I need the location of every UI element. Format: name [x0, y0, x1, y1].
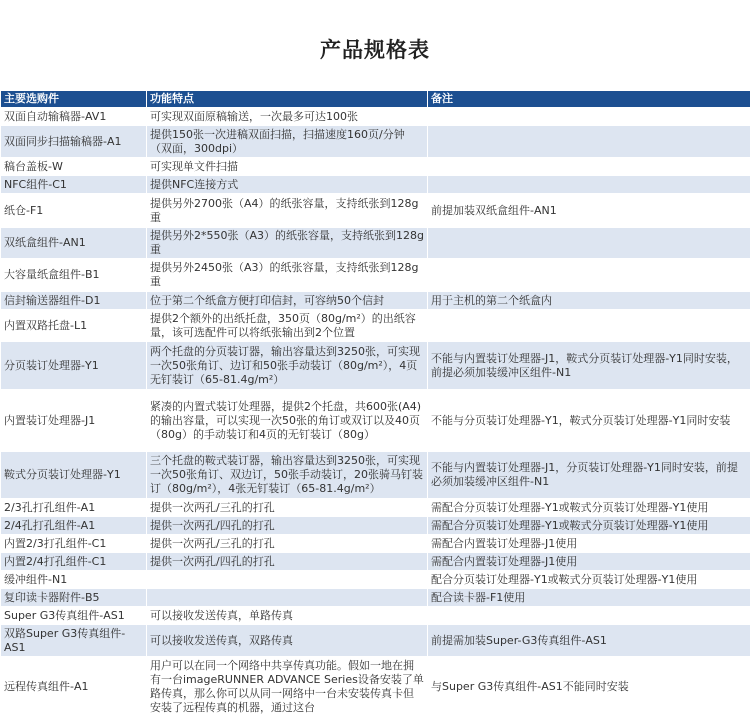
option-feature: 两个托盘的分页装订器，输出容量达到3250张，可实现一次50张角订、边订和50张手动装订（80g/m²），4页无钉装订（65-81.4g/m²） — [147, 342, 428, 390]
option-name: 稿台盖板-W — [1, 158, 147, 176]
option-feature: 可以接收发送传真，单路传真 — [147, 607, 428, 625]
option-name: 内置装订处理器-J1 — [1, 390, 147, 452]
header-features: 功能特点 — [147, 91, 428, 108]
option-feature: 提供一次两孔/三孔的打孔 — [147, 499, 428, 517]
option-note: 不能与内置装订处理器-J1，分页装订处理器-Y1同时安装，前提必须加装缓冲区组件-N1 — [428, 452, 750, 499]
table-row — [1, 342, 750, 390]
page-title: 产品规格表 — [320, 38, 430, 62]
table-row — [1, 126, 750, 158]
option-name: 复印读卡器附件-B5 — [1, 589, 147, 607]
option-feature: 可以接收发送传真，双路传真 — [147, 625, 428, 657]
option-feature: 三个托盘的鞍式装订器，输出容量达到3250张，可实现一次50张角订、双边订，50张手动装订，20张骑马钉装订（80g/m²），4张无钉装订（65-81.4g/m²） — [147, 452, 428, 499]
table-row — [1, 517, 750, 535]
option-feature: 可实现双面原稿输送，一次最多可达100张 — [147, 108, 428, 126]
option-feature: 用户可以在同一个网络中共享传真功能。假如一地在拥有一台imageRUNNER ADVANCE Series设备安装了单路传真，那么你可以从同一网络中一台未安装传真卡但安装了远程传真的机器，通过这台 — [147, 657, 428, 717]
option-name: 内置2/4打孔组件-C1 — [1, 553, 147, 571]
option-feature: 提供另外2*550张（A3）的纸张容量，支持纸张到128g重 — [147, 228, 428, 259]
option-feature: 提供一次两孔/三孔的打孔 — [147, 535, 428, 553]
option-name: 分页装订处理器-Y1 — [1, 342, 147, 390]
option-note — [428, 176, 750, 194]
option-name: 2/4孔打孔组件-A1 — [1, 517, 147, 535]
table-row — [1, 390, 750, 452]
option-name: 纸仓-F1 — [1, 194, 147, 228]
table-row — [1, 259, 750, 292]
option-name: 双面自动输稿器-AV1 — [1, 108, 147, 126]
table-row — [1, 158, 750, 176]
option-note — [428, 126, 750, 158]
table-row — [1, 553, 750, 571]
table-row — [1, 625, 750, 657]
option-name: 内置双路托盘-L1 — [1, 310, 147, 342]
option-feature: 提供一次两孔/四孔的打孔 — [147, 517, 428, 535]
header-notes: 备注 — [428, 91, 750, 108]
option-name: 鞍式分页装订处理器-Y1 — [1, 452, 147, 499]
header-options: 主要选购件 — [1, 91, 147, 108]
table-row — [1, 310, 750, 342]
option-name: NFC组件-C1 — [1, 176, 147, 194]
table-row — [1, 589, 750, 607]
table-row — [1, 194, 750, 228]
option-feature: 提供NFC连接方式 — [147, 176, 428, 194]
table-row — [1, 657, 750, 717]
option-name: 双路Super G3传真组件-AS1 — [1, 625, 147, 657]
option-note — [428, 607, 750, 625]
option-note: 前提加装双纸盒组件-AN1 — [428, 194, 750, 228]
table-header-row — [1, 91, 750, 108]
spec-table — [0, 90, 750, 717]
option-note: 前提需加装Super-G3传真组件-AS1 — [428, 625, 750, 657]
option-feature: 提供150张一次进稿双面扫描，扫描速度160页/分钟（双面，300dpi） — [147, 126, 428, 158]
option-note — [428, 259, 750, 292]
option-note — [428, 158, 750, 176]
option-feature: 提供另外2450张（A3）的纸张容量，支持纸张到128g重 — [147, 259, 428, 292]
table-row — [1, 228, 750, 259]
option-note: 用于主机的第二个纸盒内 — [428, 292, 750, 310]
option-name: 双面同步扫描输稿器-A1 — [1, 126, 147, 158]
table-row — [1, 607, 750, 625]
option-name: Super G3传真组件-AS1 — [1, 607, 147, 625]
option-feature: 可实现单文件扫描 — [147, 158, 428, 176]
table-row — [1, 292, 750, 310]
table-row — [1, 535, 750, 553]
option-note: 配合读卡器-F1使用 — [428, 589, 750, 607]
option-note: 配合分页装订处理器-Y1或鞍式分页装订处理器-Y1使用 — [428, 571, 750, 589]
option-name: 缓冲组件-N1 — [1, 571, 147, 589]
option-feature: 位于第二个纸盒方便打印信封，可容纳50个信封 — [147, 292, 428, 310]
option-feature: 提供2个额外的出纸托盘，350页（80g/m²）的出纸容量，该可选配件可以将纸张输出到2个位置 — [147, 310, 428, 342]
table-row — [1, 499, 750, 517]
option-feature: 紧凑的内置式装订处理器，提供2个托盘，共600张(A4)的输出容量，可以实现一次50张的角订或双订以及40页（80g）的手动装订和4页的无钉装订（80g） — [147, 390, 428, 452]
table-row — [1, 452, 750, 499]
option-name: 远程传真组件-A1 — [1, 657, 147, 717]
table-row — [1, 108, 750, 126]
option-note: 与Super G3传真组件-AS1不能同时安装 — [428, 657, 750, 717]
option-feature: 提供一次两孔/四孔的打孔 — [147, 553, 428, 571]
option-note: 需配合分页装订处理器-Y1或鞍式分页装订处理器-Y1使用 — [428, 517, 750, 535]
option-note — [428, 108, 750, 126]
table-row — [1, 571, 750, 589]
option-note: 需配合内置装订处理器-J1使用 — [428, 535, 750, 553]
option-name: 信封输送器组件-D1 — [1, 292, 147, 310]
option-name: 内置2/3打孔组件-C1 — [1, 535, 147, 553]
option-name: 2/3孔打孔组件-A1 — [1, 499, 147, 517]
option-feature: 提供另外2700张（A4）的纸张容量，支持纸张到128g重 — [147, 194, 428, 228]
option-note — [428, 228, 750, 259]
option-note — [428, 310, 750, 342]
option-note: 需配合内置装订处理器-J1使用 — [428, 553, 750, 571]
option-feature — [147, 589, 428, 607]
option-name: 双纸盒组件-AN1 — [1, 228, 147, 259]
option-note: 不能与分页装订处理器-Y1，鞍式分页装订处理器-Y1同时安装 — [428, 390, 750, 452]
option-name: 大容量纸盒组件-B1 — [1, 259, 147, 292]
option-note: 不能与内置装订处理器-J1，鞍式分页装订处理器-Y1同时安装，前提必须加装缓冲区组件-N1 — [428, 342, 750, 390]
option-feature — [147, 571, 428, 589]
option-note: 需配合分页装订处理器-Y1或鞍式分页装订处理器-Y1使用 — [428, 499, 750, 517]
table-row — [1, 176, 750, 194]
